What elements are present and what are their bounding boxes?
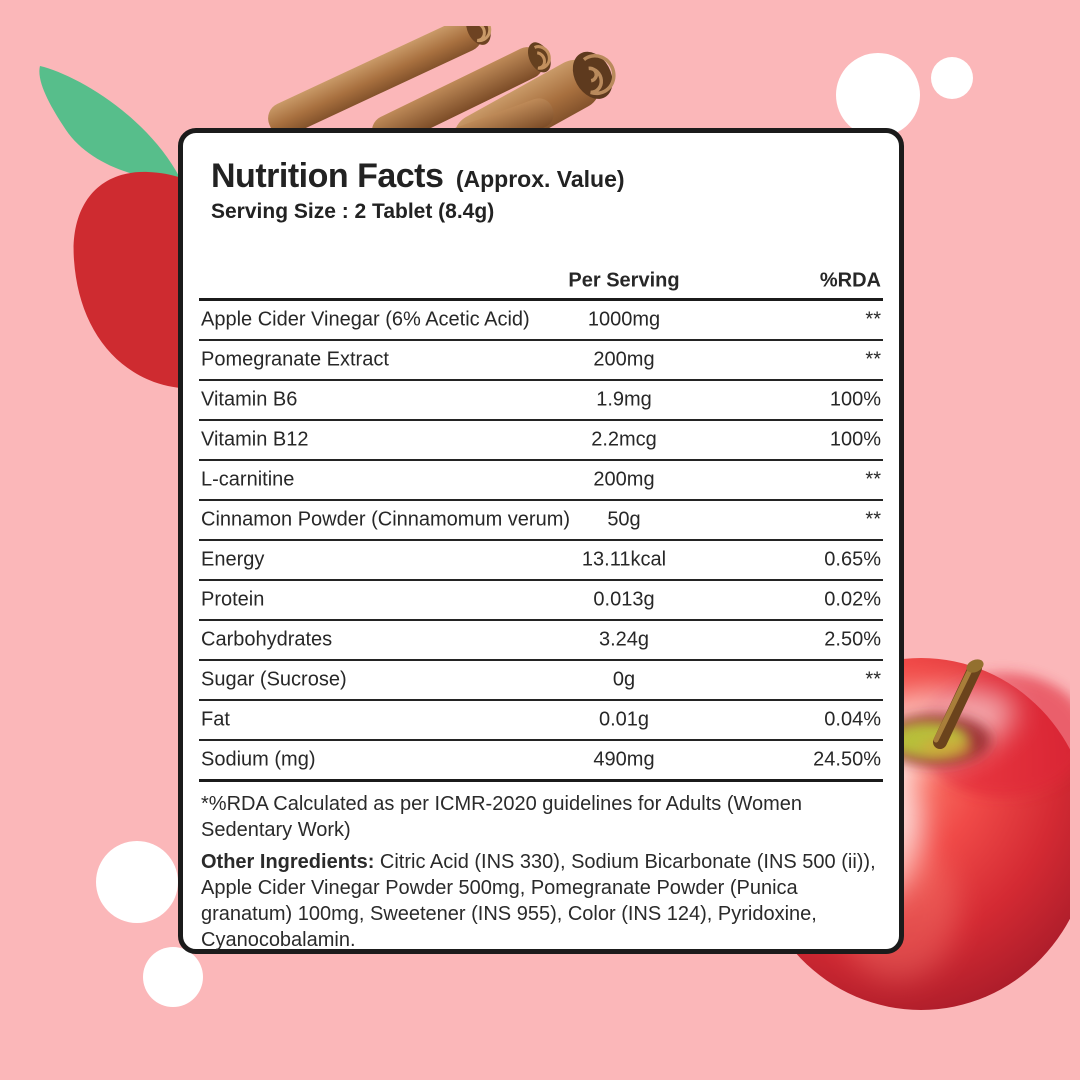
table-cell-per-serving: 0g [612,668,636,691]
table-row [199,301,883,341]
table-cell-per-serving: 13.11kcal [581,548,667,571]
table-cell-name: Fat [201,708,230,731]
table-cell-per-serving: 2.2mcg [591,428,657,451]
table-cell-per-serving: 1.9mg [596,388,652,411]
white-circle-icon [96,841,178,923]
table-row [199,541,883,581]
leaf-icon [39,66,180,179]
table-cell-name: Vitamin B12 [201,428,309,451]
table-cell-per-serving: 200mg [593,348,655,371]
white-circle-icon [931,57,973,99]
table-cell-name: Apple Cider Vinegar (6% Acetic Acid) [201,308,530,331]
white-circle-icon [836,53,920,137]
table-cell-rda: ** [865,668,881,691]
other-ingredients-paragraph [201,849,881,953]
table-cell-rda: 2.50% [824,628,881,651]
column-header-per-serving: Per Serving [568,269,680,292]
table-row [199,421,883,461]
table-cell-name: Vitamin B6 [201,388,298,411]
table-cell-name: L-carnitine [201,468,295,491]
nutrition-table-rows [199,301,883,782]
card-title-row [211,157,871,196]
table-cell-name: Energy [201,548,265,571]
table-header-row [199,264,883,301]
table-cell-per-serving: 3.24g [598,628,650,651]
title-suffix: (Approx. Value) [455,166,625,192]
rda-footnote: *%RDA Calculated as per ICMR-2020 guidelines for Adults (Women Sedentary Work) [201,793,803,841]
table-cell-rda: 100% [829,388,881,411]
table-cell-name: Carbohydrates [201,628,333,651]
table-cell-per-serving: 490mg [593,748,655,771]
table-cell-rda: 0.04% [824,708,881,731]
table-cell-name: Protein [201,588,265,611]
table-cell-rda: 24.50% [813,748,881,771]
other-ingredients-label: Other Ingredients: [201,851,375,873]
table-row [199,621,883,661]
table-cell-rda: 0.02% [824,588,881,611]
page-title: Nutrition Facts [211,157,444,195]
cinnamon-sticks-icon [262,26,672,130]
table-row [199,701,883,741]
table-row [199,501,883,541]
table-row [199,661,883,701]
table-cell-name: Cinnamon Powder (Cinnamomum verum) [201,508,571,531]
table-cell-rda: 0.65% [824,548,881,571]
table-row [199,741,883,782]
table-cell-name: Sugar (Sucrose) [201,668,347,691]
table-cell-rda: ** [865,348,881,371]
nutrition-facts-card [178,128,904,954]
table-row [199,341,883,381]
table-cell-rda: ** [865,508,881,531]
table-cell-rda: 100% [829,428,881,451]
table-cell-per-serving: 50g [607,508,641,531]
table-row [199,381,883,421]
table-cell-per-serving: 200mg [593,468,655,491]
table-row [199,581,883,621]
table-cell-per-serving: 0.013g [593,588,655,611]
other-ingredients-text: Citric Acid (INS 330), Sodium Bicarbonate (INS 500 (ii)), Apple Cider Vinegar Powder 500mg, Pomegranate Powder (Punica granatum) 100mg, Sweetener (INS 955), Color (INS 124), Pyridoxine, Cyanocobalamin. [201,851,876,951]
column-header-rda: %RDA [819,269,881,292]
serving-size-text: Serving Size : 2 Tablet (8.4g) [211,200,495,223]
nutrition-table [199,264,883,782]
white-circle-icon [143,947,203,1007]
table-cell-per-serving: 1000mg [587,308,661,331]
table-cell-rda: ** [865,468,881,491]
table-row [199,461,883,501]
table-cell-name: Pomegranate Extract [201,348,389,371]
table-cell-per-serving: 0.01g [598,708,650,731]
table-cell-rda: ** [865,308,881,331]
table-cell-name: Sodium (mg) [201,748,316,771]
